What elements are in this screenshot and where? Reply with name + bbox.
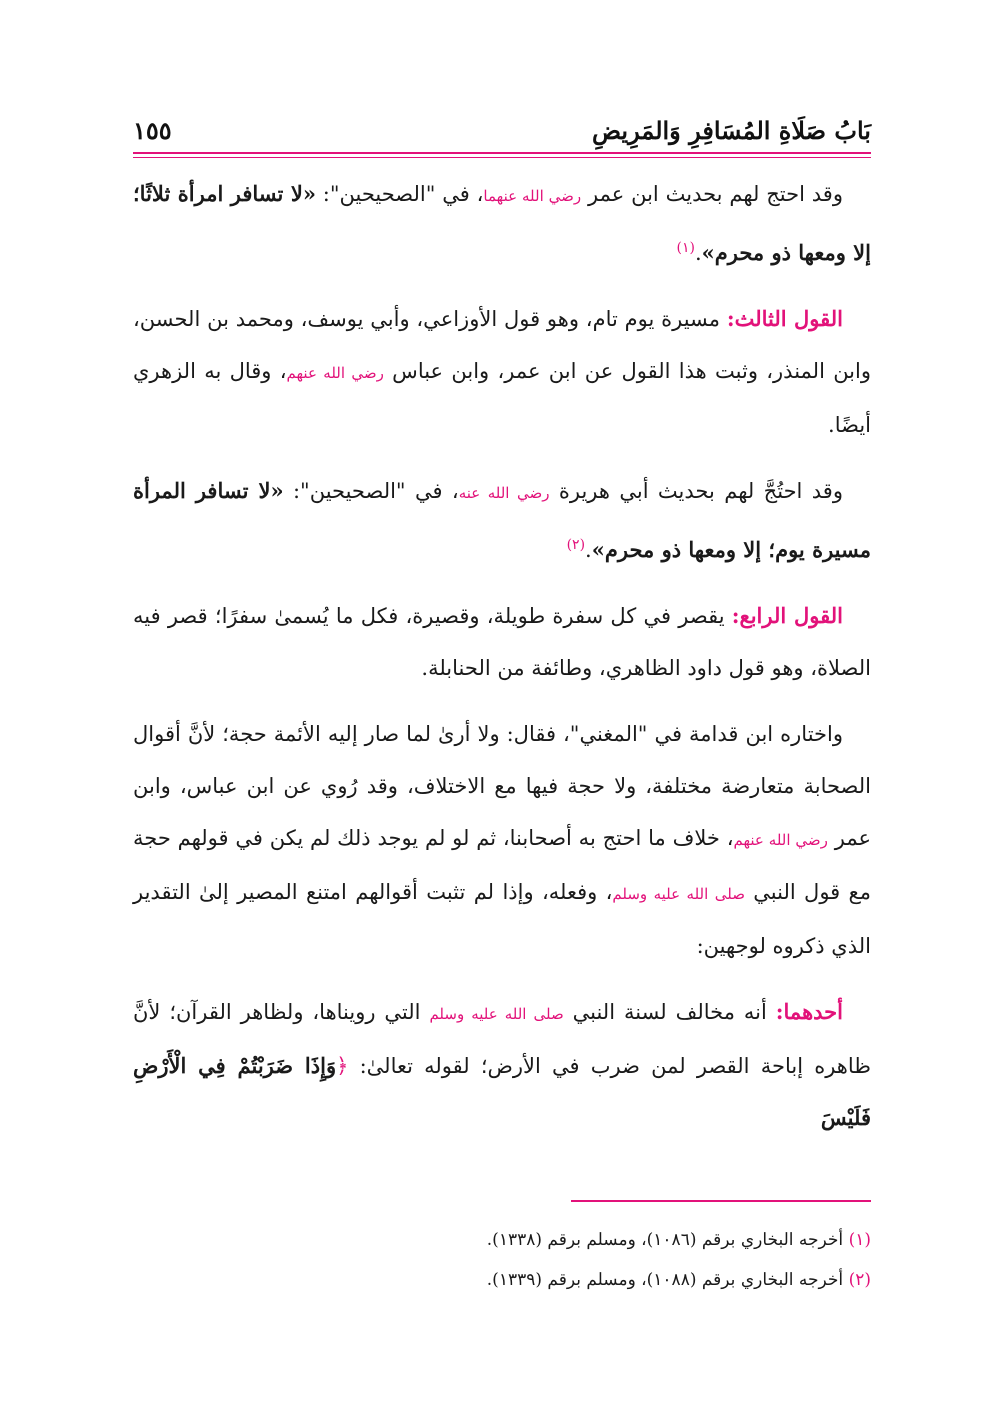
text-run: ، خلاف ما احتج به أصحابنا، ثم لو لم يوجد ذلك لم يكن في قولهم حجة مع قول النبي (133, 826, 871, 904)
footnote-number: (٢) (848, 1270, 871, 1290)
paragraph-4 (133, 590, 871, 694)
footnote-text: أخرجه البخاري برقم (١٠٨٦)، ومسلم برقم (١٣٣٨). (486, 1230, 849, 1250)
running-header (133, 108, 871, 152)
text-run: ، في "الصحيحين": (283, 479, 459, 503)
quran-bracket: ﴿ (336, 1054, 349, 1078)
text-run: وقد احتج لهم بحديث ابن عمر (581, 182, 843, 206)
text-run: واختاره ابن قدامة في "المغني"، فقال: ولا أرىٰ لما صار إليه الأئمة حجة؛ لأنَّ أقوال الصحابة متعارضة مختلفة، ولا حجة فيها مع الاختلاف، وقد رُوي عن ابن عباس، وابن عمر (133, 722, 872, 850)
paragraph-1 (133, 168, 871, 279)
text-run: ، وقال به الزهري أيضًا. (133, 359, 871, 437)
quran-verse: وَإِذَا ضَرَبْتُمْ فِي الْأَرْضِ فَلَيْسَ (133, 1053, 871, 1130)
text-run: وقد احتُجَّ لهم بحديث أبي هريرة (549, 479, 843, 503)
honorific-glyph: صلى الله عليه وسلم (612, 885, 745, 903)
page-number: ١٥٥ (133, 116, 172, 145)
footnote-1 (133, 1220, 871, 1260)
footnote-text: أخرجه البخاري برقم (١٠٨٨)، ومسلم برقم (١٣٣٩). (486, 1270, 849, 1290)
footnote-number: (١) (848, 1230, 871, 1250)
footnote-rule (571, 1200, 871, 1202)
chapter-title: بَابُ صَلَاةِ المُسَافِرِ وَالمَرِيضِ (592, 116, 871, 145)
footnote-ref-2[interactable]: (٢) (566, 537, 586, 553)
footnote-ref-1[interactable]: (١) (676, 240, 695, 256)
text-run: التي رويناها، ولظاهر القرآن؛ لأنَّ ظاهره إباحة القصر لمن ضرب في الأرض؛ لقوله تعالىٰ: (133, 1000, 871, 1078)
section-term: القول الثالث: (726, 306, 844, 331)
honorific-glyph: رضي الله عنهم (733, 831, 828, 849)
footnote-2 (133, 1260, 871, 1300)
hadith-quote: «لا تسافر امرأة ثلاثًا؛ إلا ومعها ذو محرم» (133, 181, 871, 265)
text-run: . (585, 538, 592, 562)
honorific-glyph: رضي الله عنهما (483, 187, 582, 205)
text-run: يقصر في كل سفرة طويلة، وقصيرة، فكل ما يُسمىٰ سفرًا؛ قصر فيه الصلاة، وهو قول داود الظاهري، وطائفة من الحنابلة. (133, 604, 871, 680)
section-term: أحدهما: (775, 999, 843, 1024)
footnotes (133, 1220, 871, 1300)
honorific-glyph: صلى الله عليه وسلم (429, 1005, 564, 1023)
section-term: القول الرابع: (731, 603, 844, 628)
paragraph-5 (133, 708, 871, 972)
honorific-glyph: رضي الله عنه (458, 484, 550, 502)
paragraph-6 (133, 986, 871, 1144)
text-run: ، وفعله، وإذا لم تثبت أقوالهم امتنع المصير إلىٰ التقدير الذي ذكروه لوجهين: (133, 880, 871, 958)
header-rule (133, 152, 871, 158)
main-text (133, 168, 871, 1158)
text-run: مسيرة يوم تام، وهو قول الأوزاعي، وأبي يوسف، ومحمد بن الحسن، وابن المنذر، وثبت هذا القول عن ابن عمر، وابن عباس (133, 307, 871, 383)
text-run: . (694, 241, 702, 265)
hadith-quote: «لا تسافر المرأة مسيرة يوم؛ إلا ومعها ذو محرم» (133, 478, 871, 562)
honorific-glyph: رضي الله عنهم (286, 364, 384, 382)
paragraph-2 (133, 293, 871, 451)
text-run: ، في "الصحيحين": (315, 182, 484, 206)
text-run: أنه مخالف لسنة النبي (563, 1000, 776, 1024)
paragraph-3 (133, 465, 871, 576)
